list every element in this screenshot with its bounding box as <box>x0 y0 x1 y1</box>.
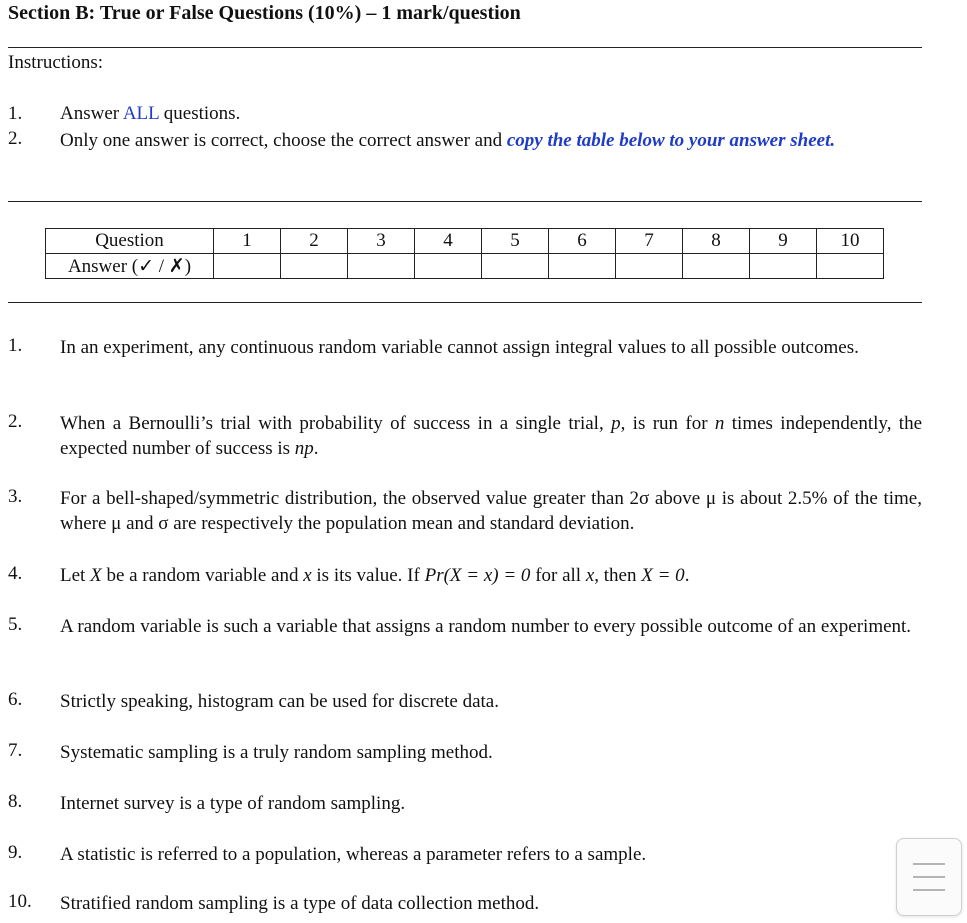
question-number: 10. <box>8 891 32 912</box>
answer-table <box>45 228 884 279</box>
question-text: Stratified random sampling is a type of data collection method. <box>60 893 540 914</box>
menu-icon-bar <box>913 889 945 891</box>
instruction-number: 2. <box>8 128 23 149</box>
answer-cell[interactable] <box>281 254 348 279</box>
instruction-item: Only one answer is correct, choose the correct answer and copy the table below to your answer sheet. <box>60 130 836 151</box>
question-number: 2. <box>8 411 23 432</box>
section-title: Section B: True or False Questions (10%) – 1 mark/question <box>8 2 521 24</box>
question-text: Strictly speaking, histogram can be used for discrete data. <box>60 691 499 712</box>
menu-button[interactable] <box>896 838 962 916</box>
instruction-item: Answer ALL questions. <box>60 103 241 124</box>
question-text: Let X be a random variable and x is its value. If Pr(X = x) = 0 for all x, then X = 0. <box>60 565 690 586</box>
question-text: Internet survey is a type of random sampling. <box>60 793 406 814</box>
question-number: 10 <box>817 229 884 254</box>
question-text: A statistic is referred to a population, whereas a parameter refers to a sample. <box>60 844 647 865</box>
answer-cell[interactable] <box>817 254 884 279</box>
question-number: 3. <box>8 486 23 507</box>
question-number: 9 <box>750 229 817 254</box>
question-row <box>46 229 884 254</box>
question-header: Question <box>46 229 214 254</box>
question-number: 3 <box>348 229 415 254</box>
question-number: 6. <box>8 689 23 710</box>
answer-cell[interactable] <box>616 254 683 279</box>
answer-cell[interactable] <box>750 254 817 279</box>
question-number: 1. <box>8 335 23 356</box>
question-number: 4. <box>8 563 23 584</box>
question-number: 8. <box>8 791 23 812</box>
question-number: 1 <box>214 229 281 254</box>
question-text: Systematic sampling is a truly random sampling method. <box>60 742 493 763</box>
menu-icon-bar <box>913 876 945 878</box>
question-number: 9. <box>8 842 23 863</box>
question-text: In an experiment, any continuous random variable cannot assign integral values to all possible outcomes. <box>60 337 859 358</box>
question-number: 6 <box>549 229 616 254</box>
question-text: When a Bernoulli’s trial with probability of success in a single trial, p, is run for n times independently, the expected number of success is np. <box>60 413 923 459</box>
answer-header: Answer (✓ / ✗) <box>46 254 214 279</box>
divider <box>8 201 922 202</box>
answer-cell[interactable] <box>348 254 415 279</box>
question-number: 5 <box>482 229 549 254</box>
question-number: 4 <box>415 229 482 254</box>
answer-cell[interactable] <box>415 254 482 279</box>
answer-cell[interactable] <box>549 254 616 279</box>
question-number: 7 <box>616 229 683 254</box>
answer-cell[interactable] <box>683 254 750 279</box>
instruction-number: 1. <box>8 103 23 124</box>
question-number: 8 <box>683 229 750 254</box>
divider <box>8 302 922 303</box>
answer-cell[interactable] <box>482 254 549 279</box>
question-text: A random variable is such a variable that assigns a random number to every possible outcome of an experiment. <box>60 616 912 637</box>
question-text: For a bell-shaped/symmetric distribution, the observed value greater than 2σ above μ is about 2.5% of the time, where μ and σ are respectively the population mean and standard deviation. <box>60 488 922 534</box>
question-number: 5. <box>8 614 23 635</box>
menu-icon-bar <box>913 863 945 865</box>
divider <box>8 47 922 48</box>
instructions-label: Instructions: <box>8 52 103 73</box>
answer-cell[interactable] <box>214 254 281 279</box>
question-number: 2 <box>281 229 348 254</box>
answer-row <box>46 254 884 279</box>
question-number: 7. <box>8 740 23 761</box>
